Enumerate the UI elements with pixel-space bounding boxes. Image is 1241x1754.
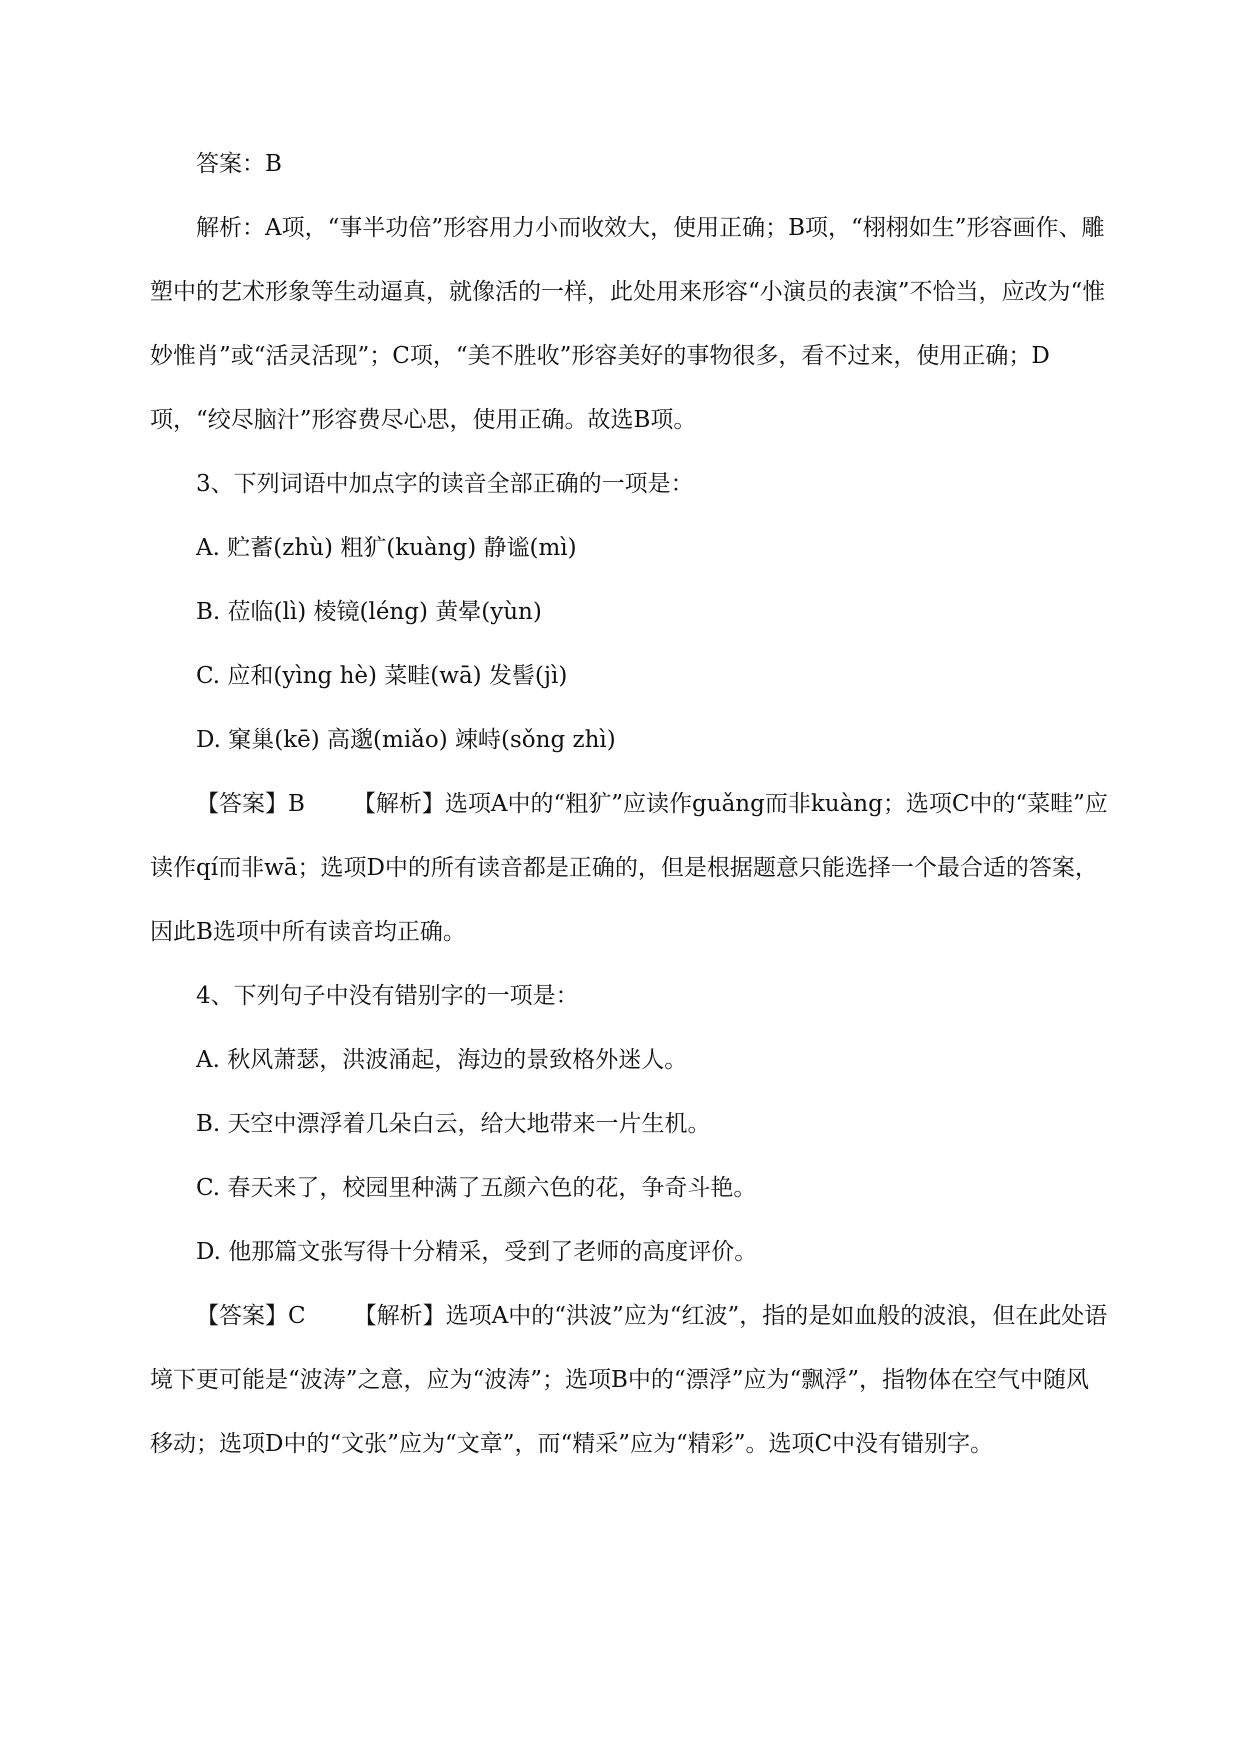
q3-option-b: B. 莅临(lì) 棱镜(léng) 黄晕(yùn): [196, 599, 542, 625]
q4-option-b: B. 天空中漂浮着几朵白云，给大地带来一片生机。: [196, 1111, 711, 1137]
q3-answer: 【答案】B: [196, 791, 305, 817]
q2-answer: 答案：B: [196, 151, 282, 177]
q3-option-d: D. 窠巢(kē) 高邈(miǎo) 竦峙(sǒng zhì): [196, 727, 616, 753]
q2-analysis: 解析：A项，“事半功倍”形容用力小而收效大，使用正确；B项，“栩栩如生”形容画作、雕塑中的艺术形象等生动逼真，就像活的一样，此处用来形容“小演员的表演”不恰当，应改为“惟妙惟肖”或“活灵活现”；C项，“美不胜收”形容美好的事物很多，看不过来，使用正确；D项，“绞尽脑汁”形容费尽心思，使用正确。故选B项。: [150, 215, 1106, 433]
q3-question: 3、下列词语中加点字的读音全部正确的一项是：: [196, 471, 694, 497]
q4-analysis: 【解析】选项A中的“洪波”应为“红波”，指的是如血般的波浪，但在此处语境下更可能是“波涛”之意，应为“波涛”；选项B中的“漂浮”应为“飘浮”，指物体在空气中随风移动；选项D中的“文张”应为“文章”，而“精采”应为“精彩”。选项C中没有错别字。: [150, 1303, 1108, 1457]
q4-answer: 【答案】C: [196, 1303, 306, 1329]
q4-option-a: A. 秋风萧瑟，洪波涌起，海边的景致格外迷人。: [196, 1047, 688, 1073]
q3-analysis: 【解析】选项A中的“粗犷”应读作guǎng而非kuàng；选项C中的“菜畦”应读作qí而非wā；选项D中的所有读音都是正确的，但是根据题意只能选择一个最合适的答案，因此B选项中所有读音均正确。: [150, 791, 1108, 945]
q3-answer-analysis: [150, 772, 1110, 964]
q4-option-c: C. 春天来了，校园里种满了五颜六色的花，争奇斗艳。: [196, 1175, 757, 1201]
q3-option-a: A. 贮蓄(zhù) 粗犷(kuàng) 静谧(mì): [196, 535, 577, 561]
document-page: [150, 132, 1110, 1476]
q4-question: 4、下列句子中没有错别字的一项是：: [196, 983, 579, 1009]
q4-answer-analysis: [150, 1284, 1110, 1476]
q4-option-d: D. 他那篇文张写得十分精采，受到了老师的高度评价。: [196, 1239, 758, 1265]
q3-option-c: C. 应和(yìng hè) 菜畦(wā) 发髻(jì): [196, 663, 568, 689]
